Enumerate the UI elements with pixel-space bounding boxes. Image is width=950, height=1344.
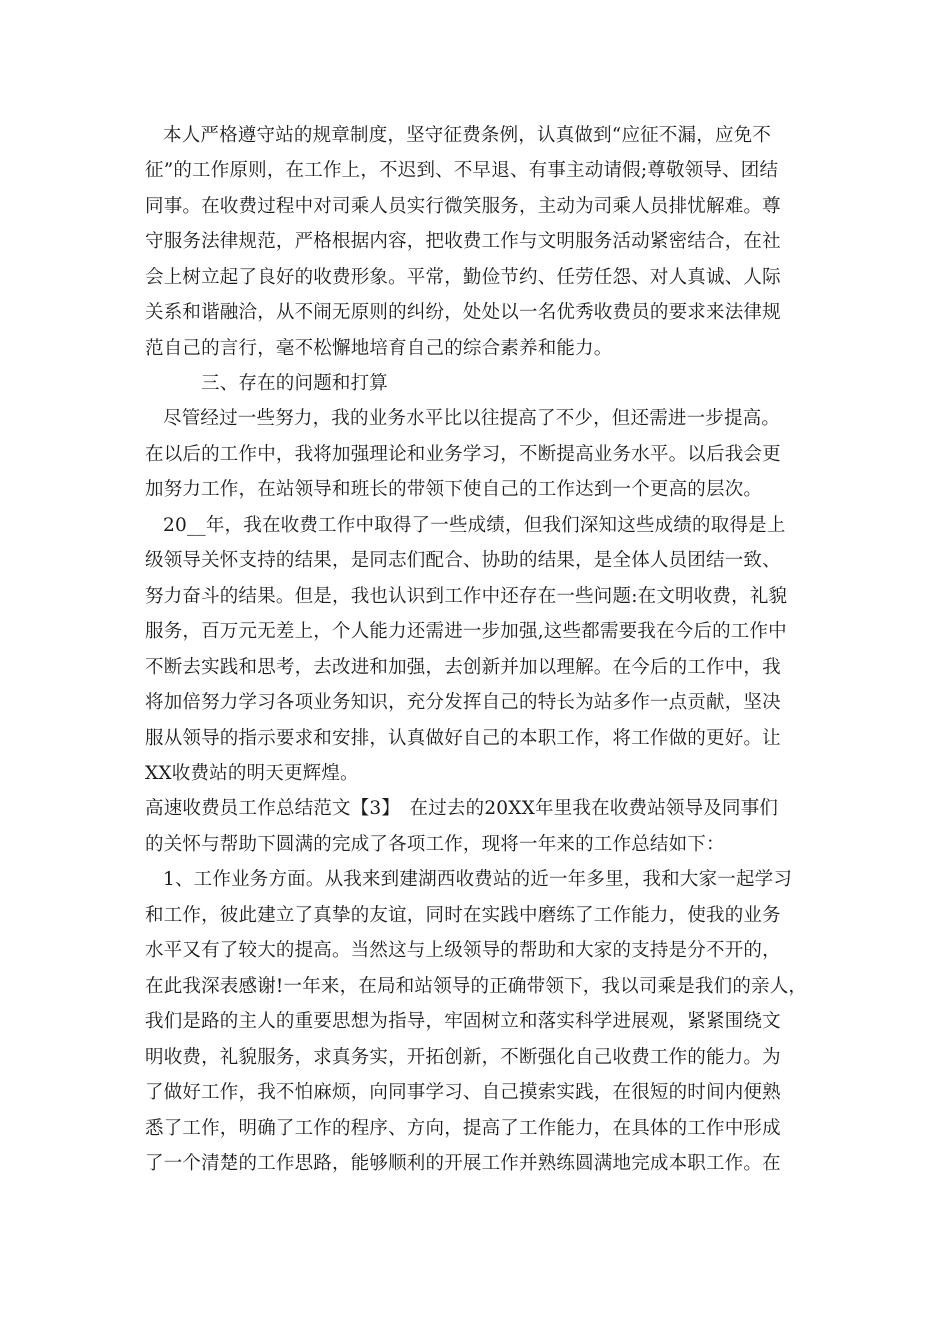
body-line: 不断去实践和思考，去改进和加强，去创新并加以理解。在今后的工作中，我: [145, 657, 781, 678]
body-line: 和工作，彼此建立了真挚的友谊，同时在实践中磨练了工作能力，使我的业务: [145, 905, 781, 926]
body-line: 尽管经过一些努力，我的业务水平比以往提高了不少，但还需进一步提高。: [163, 408, 781, 429]
section-heading: 三、存在的问题和打算: [201, 373, 389, 394]
body-line: 加努力工作，在站领导和班长的带领下使自己的工作达到一个更高的层次。: [145, 479, 763, 500]
body-line: 服从领导的指示要求和安排，认真做好自己的本职工作，将工作做的更好。让: [145, 728, 781, 749]
body-line: 我们是路的主人的重要思想为指导，牢固树立和落实科学进展观，紧紧围绕文: [145, 1011, 781, 1032]
body-line: 1、工作业务方面。从我来到建湖西收费站的近一年多里，我和大家一起学习: [163, 869, 793, 890]
body-line: 的关怀与帮助下圆满的完成了各项工作，现将一年来的工作总结如下：: [145, 834, 725, 855]
body-line: 征”的工作原则，在工作上，不迟到、不早退、有事主动请假;尊敬领导、团结: [145, 160, 779, 181]
body-line: 在以后的工作中，我将加强理论和业务学习，不断提高业务水平。以后我会更: [145, 444, 781, 465]
body-line: 范自己的言行，毫不松懈地培育自己的综合素养和能力。: [145, 338, 613, 359]
body-line: 水平又有了较大的提高。当然这与上级领导的帮助和大家的支持是分不开的，: [145, 940, 781, 961]
article-title-line: 高速收费员工作总结范文【3】 在过去的20XX年里我在收费站领导及同事们: [145, 798, 779, 819]
body-line: 本人严格遵守站的规章制度，坚守征费条例，认真做到“应征不漏，应免不: [163, 125, 772, 146]
body-line: 关系和谐融洽，从不闹无原则的纠纷，处处以一名优秀收费员的要求来法律规: [145, 302, 781, 323]
body-line: 将加倍努力学习各项业务知识，充分发挥自己的特长为站多作一点贡献，坚决: [145, 692, 781, 713]
body-line: 守服务法律规范，严格根据内容，把收费工作与文明服务活动紧密结合，在社: [145, 231, 781, 252]
body-line: XX收费站的明天更辉煌。: [145, 763, 359, 784]
body-line: 了一个清楚的工作思路，能够顺利的开展工作并熟练圆满地完成本职工作。在: [145, 1153, 781, 1174]
body-line: 在此我深表感谢!一年来，在局和站领导的正确带领下，我以司乘是我们的亲人，: [145, 976, 808, 997]
body-line: 悉了工作，明确了工作的程序、方向，提高了工作能力，在具体的工作中形成: [145, 1118, 781, 1139]
body-line: 明收费，礼貌服务，求真务实，开拓创新，不断强化自己收费工作的能力。为: [145, 1047, 781, 1068]
body-line: 了做好工作，我不怕麻烦，向同事学习、自己摸索实践，在很短的时间内便熟: [145, 1082, 781, 1103]
body-line: 会上树立起了良好的收费形象。平常，勤俭节约、任劳任怨、对人真诚、人际: [145, 267, 781, 288]
body-line: 努力奋斗的结果。但是，我也认识到工作中还存在一些问题:在文明收费，礼貌: [145, 586, 788, 607]
body-line: 服务，百万元无差上，个人能力还需进一步加强,这些都需要我在今后的工作中: [145, 621, 787, 642]
body-line: 20__年，我在收费工作中取得了一些成绩，但我们深知这些成绩的取得是上: [163, 515, 786, 536]
body-line: 同事。在收费过程中对司乘人员实行微笑服务，主动为司乘人员排忧解难。尊: [145, 196, 781, 217]
body-line: 级领导关怀支持的结果，是同志们配合、协助的结果，是全体人员团结一致、: [145, 550, 781, 571]
